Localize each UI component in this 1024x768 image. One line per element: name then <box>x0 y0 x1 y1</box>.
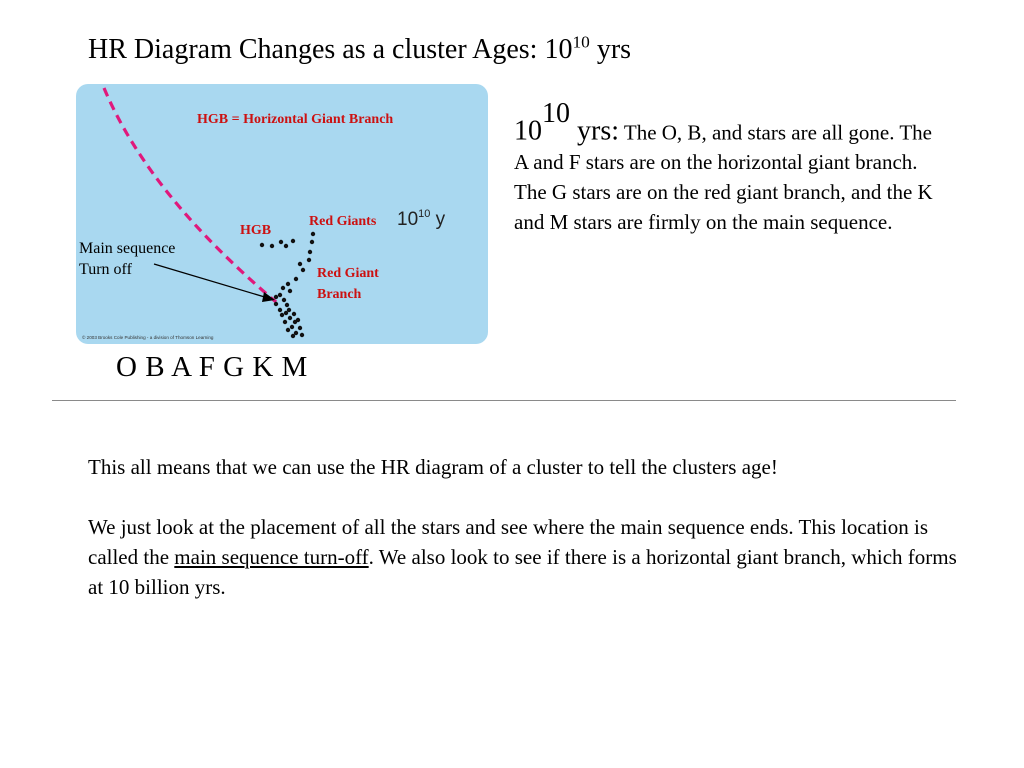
star-dot <box>310 240 314 244</box>
spectral-sequence: O B A F G K M <box>116 351 308 383</box>
star-dot <box>280 313 284 317</box>
star-dot <box>281 286 285 290</box>
hr-diagram <box>76 84 488 344</box>
red-giant-branch-label-line1: Red Giant <box>317 266 379 281</box>
star-dot <box>270 244 274 248</box>
star-dot <box>288 316 292 320</box>
star-dot <box>278 308 282 312</box>
title-text: HR Diagram Changes as a cluster Ages: 10 <box>88 34 573 65</box>
star-dot <box>300 333 304 337</box>
star-dot <box>291 334 295 338</box>
slide-title <box>88 34 631 66</box>
copyright-text: © 2003 Brooks Cole Publishing - a division of Thomson Learning <box>82 335 214 340</box>
explanation-text <box>514 98 944 237</box>
star-dot <box>296 318 300 322</box>
star-dot <box>311 232 315 236</box>
red-giants-label: Red Giants <box>309 214 377 229</box>
star-dot <box>290 325 294 329</box>
turnoff-callout <box>79 238 175 280</box>
summary-p2-before: We just look at the placement of all the stars and see where the main sequence ends. This location is called the <box>88 515 928 569</box>
star-dot <box>288 289 292 293</box>
star-dot <box>283 320 287 324</box>
summary-p2-after: . We also look to see if there is a horizontal giant branch, which forms at 10 billion yrs. <box>88 545 957 599</box>
callout-line1: Main sequence <box>79 240 176 257</box>
divider-line <box>52 400 956 401</box>
star-dot <box>301 268 305 272</box>
star-dot <box>279 240 283 244</box>
hgb-label: HGB <box>240 223 272 238</box>
star-dot <box>298 262 302 266</box>
title-exponent: 10 <box>572 32 590 52</box>
star-dot <box>284 244 288 248</box>
star-dot <box>274 295 278 299</box>
title-suffix: yrs <box>589 34 632 65</box>
hr-diagram-svg <box>76 84 488 344</box>
star-dot <box>292 312 296 316</box>
star-dot <box>286 328 290 332</box>
star-dot <box>285 303 289 307</box>
star-dot <box>260 243 264 247</box>
explanation-body: The O, B, and stars are all gone. The A and F stars are on the horizontal giant branch. The G stars are on the red giant branch, and the K and M stars are firmly on the main sequence. <box>514 120 933 235</box>
star-dot <box>284 311 288 315</box>
star-dot <box>294 277 298 281</box>
callout-line2: Turn off <box>79 261 132 278</box>
star-dot <box>298 326 302 330</box>
summary-paragraph-2 <box>88 512 968 602</box>
star-dot <box>274 302 278 306</box>
explanation-prefix-base: 10 <box>514 115 542 147</box>
age-label: $10^{10}$ y <box>397 208 446 230</box>
red-giant-branch-label-line2: Branch <box>317 287 362 302</box>
star-dot <box>278 293 282 297</box>
star-dot <box>307 258 311 262</box>
explanation-prefix-unit: yrs: <box>570 115 619 147</box>
hgb-definition-label: HGB = Horizontal Giant Branch <box>197 112 394 127</box>
star-dot <box>282 298 286 302</box>
star-dot <box>286 282 290 286</box>
summary-text <box>88 452 968 602</box>
star-dot <box>291 239 295 243</box>
explanation-prefix-exponent: 10 <box>542 98 570 129</box>
turnoff-term: main sequence turn-off <box>174 545 369 569</box>
star-dot <box>308 250 312 254</box>
summary-paragraph-1: This all means that we can use the HR diagram of a cluster to tell the clusters age! <box>88 455 778 479</box>
